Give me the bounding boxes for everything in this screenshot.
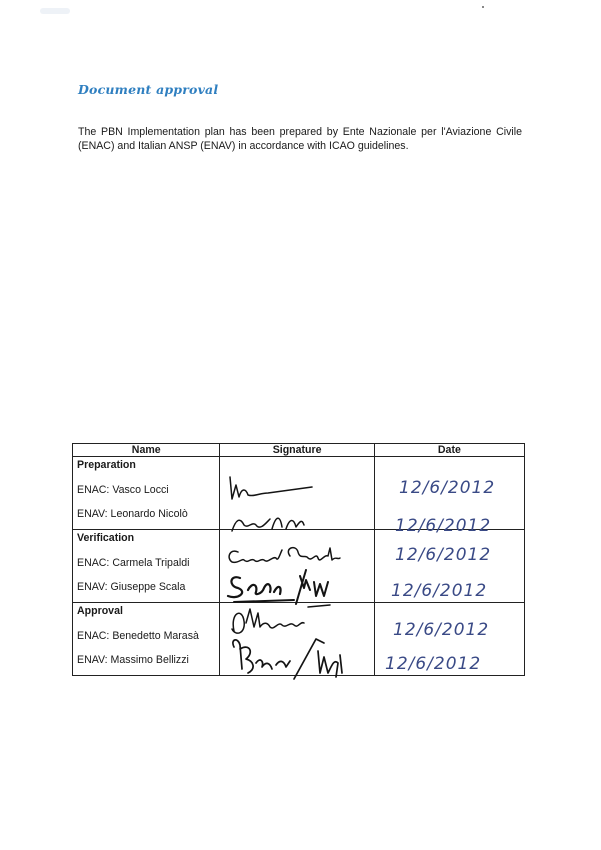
signature-marasa — [220, 603, 374, 675]
person-name: ENAV: Massimo Bellizzi — [77, 654, 189, 666]
group-label-approval: Approval — [77, 605, 123, 617]
group-name-cell — [73, 530, 220, 603]
group-label-preparation: Preparation — [77, 459, 136, 471]
scan-artifact-dot — [482, 6, 484, 8]
handwritten-date: 12/6/2012 — [394, 545, 491, 565]
person-name: ENAV: Leonardo Nicolò — [77, 508, 188, 520]
handwritten-date: 12/6/2012 — [398, 478, 495, 498]
header-signature: Signature — [220, 444, 374, 457]
date-cell — [374, 603, 524, 676]
person-name: ENAC: Benedetto Marasà — [77, 630, 199, 642]
document-approval-heading: Document approval — [78, 82, 219, 97]
group-label-verification: Verification — [77, 532, 135, 544]
group-approval — [73, 603, 525, 676]
signature-cell — [220, 603, 374, 676]
approval-table — [72, 443, 525, 676]
handwritten-date: 12/6/2012 — [392, 620, 489, 640]
header-date: Date — [374, 444, 524, 457]
group-name-cell — [73, 457, 220, 530]
group-verification — [73, 530, 525, 603]
handwritten-dates — [375, 530, 525, 602]
handwritten-dates — [375, 457, 525, 536]
signature-cell — [220, 530, 374, 603]
date-cell — [374, 457, 524, 536]
person-name: ENAC: Carmela Tripaldi — [77, 557, 190, 569]
intro-paragraph: The PBN Implementation plan has been prepared by Ente Nazionale per l'Aviazione Civile (ENAC) and Italian ANSP (ENAV) in accordance with ICAO guidelines. — [78, 126, 522, 152]
handwritten-dates — [375, 603, 525, 675]
group-name-cell — [73, 603, 220, 676]
header-name: Name — [73, 444, 220, 457]
handwritten-date: 12/6/2012 — [390, 581, 487, 601]
handwritten-date: 12/6/2012 — [384, 654, 481, 674]
signature-cell — [220, 457, 374, 530]
date-cell — [374, 530, 524, 603]
signature-locci — [220, 457, 374, 529]
group-preparation — [73, 457, 525, 530]
person-name: ENAC: Vasco Locci — [77, 484, 169, 496]
table-header-row — [73, 444, 525, 457]
handwritten-date: 12/6/2012 — [394, 516, 491, 536]
person-name: ENAV: Giuseppe Scala — [77, 581, 186, 593]
scan-artifact — [40, 8, 70, 14]
signature-tripaldi — [220, 530, 374, 602]
